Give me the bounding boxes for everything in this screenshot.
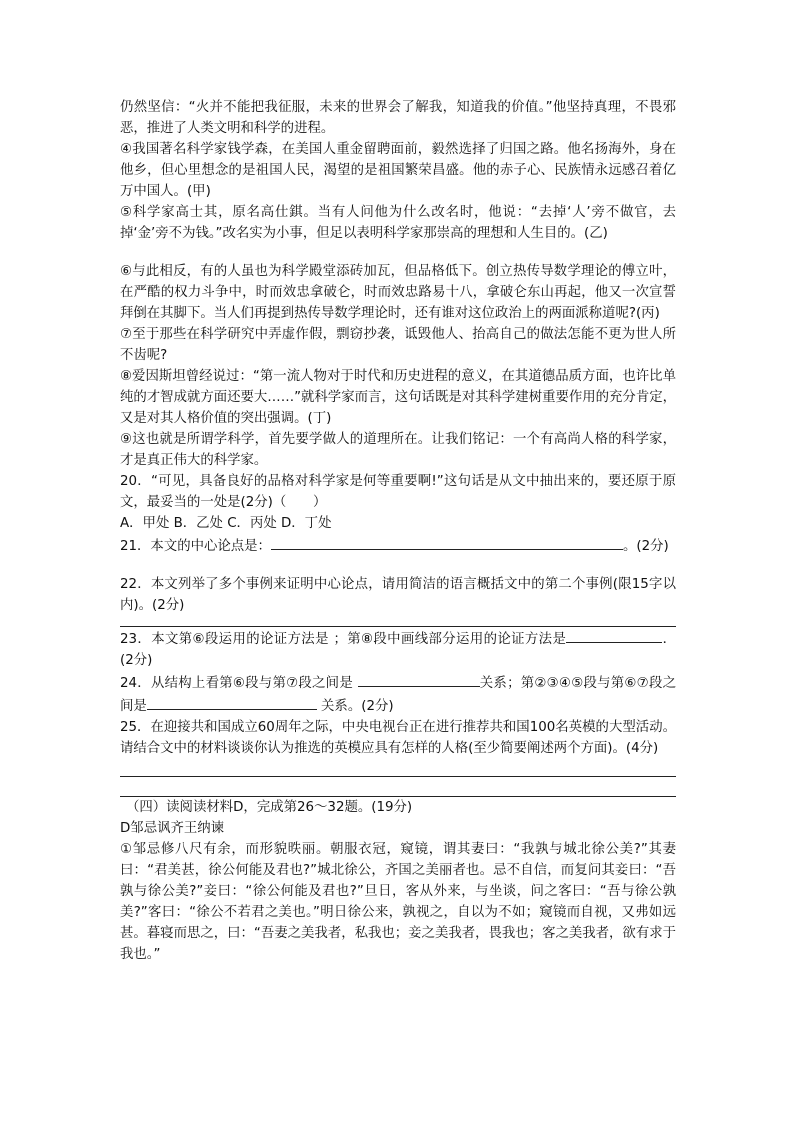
question-24-score: 关系。(2分)	[321, 699, 394, 714]
spacer	[120, 244, 676, 261]
paragraph-6: ⑥与此相反，有的人虽也为科学殿堂添砖加瓦，但品格低下。创立热传导数学理论的傅立叶，在严酷的权力斗争中，时而效忠拿破仑，时而效忠路易十八，拿破仑东山再起，他又一次宣誓拜倒在其脚下。当人们再提到热传导数学理论时，还有谁对这位政治上的两面派称道呢?(丙)	[120, 264, 676, 321]
paragraph-5: ⑤科学家高士其，原名高仕錤。当有人问他为什么改名时，他说：“去掉‘人’旁不做官，去掉‘金’旁不为钱。”改名实为小事，但足以表明科学家那崇高的理想和人生目的。(乙)	[120, 205, 676, 241]
question-25: 25．在迎接共和国成立60周年之际，中央电视台正在进行推荐共和国100名英模的大型活动。请结合文中的材料谈谈你认为推选的英模应具有怎样的人格(至少简要阐述两个方面)。(4分)	[120, 720, 676, 756]
question-23-prompt: 23．本文第⑥段运用的论证方法是 ；第⑧段中画线部分运用的论证方法是	[120, 632, 567, 647]
section-4-title: D邹忌讽齐王纳谏	[120, 821, 225, 836]
section-4-heading: （四）读阅读材料D，完成第26～32题。(19分)	[126, 800, 413, 815]
paragraph-8: ⑧爱因斯坦曾经说过：“第一流人物对于时代和历史进程的意义，在其道德品质方面，也许比单纯的才智成就方面还要大……”就科学家而言，这句话既是对其科学建树重要作用的充分肯定，又是对其人格价值的突出强调。(丁)	[120, 369, 676, 426]
spacer	[120, 759, 676, 776]
question-21	[120, 534, 676, 557]
spacer	[120, 557, 676, 574]
question-22: 22．本文列举了多个事例来证明中心论点，请用简洁的语言概括文中的第二个事例(限15字以内)。(2分)	[120, 577, 676, 613]
question-24-mid: 关系；第②③④⑤段与第⑥⑦段之间是	[120, 676, 676, 714]
answer-blank-21[interactable]	[271, 534, 623, 550]
paragraph-3-continued: 仍然坚信：“火并不能把我征服，未来的世界会了解我，知道我的价值。”他坚持真理，不畏邪恶，推进了人类文明和科学的进程。	[120, 100, 676, 136]
paragraph-4: ④我国著名科学家钱学森，在美国人重金留聘面前，毅然选择了归国之路。他名扬海外，身在他乡，但心里想念的是祖国人民，渴望的是祖国繁荣昌盛。他的赤子心、民族情永远感召着亿万中国人。(甲)	[120, 142, 676, 199]
question-23	[120, 627, 676, 671]
answer-blank-24a[interactable]	[358, 671, 480, 687]
paragraph-9: ⑨这也就是所谓学科学，首先要学做人的道理所在。让我们铭记：一个有高尚人格的科学家，才是真正伟大的科学家。	[120, 432, 676, 468]
question-24-prompt: 24．从结构上看第⑥段与第⑦段之间是	[120, 676, 353, 691]
answer-blank-23[interactable]	[566, 627, 662, 643]
spacer	[120, 616, 676, 626]
paragraph-7: ⑦至于那些在科学研究中弄虚作假，剽窃抄袭，诋毁他人、抬高自己的做法怎能不更为世人所不齿呢?	[120, 327, 676, 363]
answer-blank-24b[interactable]	[147, 694, 317, 710]
document-body	[120, 97, 676, 965]
question-20-options: A．甲处 B．乙处 C．丙处 D．丁处	[120, 516, 332, 531]
spacer	[120, 777, 676, 796]
question-24	[120, 671, 676, 717]
section-4-paragraph-1: ①邹忌修八尺有余，而形貌昳丽。朝服衣冠，窥镜，谓其妻曰：“我孰与城北徐公美?”其妻曰：“君美甚，徐公何能及君也?”城北徐公，齐国之美丽者也。忌不自信，而复问其妾曰：“吾孰与徐公美?”妾曰：“徐公何能及君也?”旦日，客从外来，与坐谈，问之客曰：“吾与徐公孰美?”客曰：“徐公不若君之美也。”明日徐公来，孰视之，自以为不如；窥镜而自视，又弗如远甚。暮寝而思之，曰：“吾妻之美我者，私我也；妾之美我者，畏我也；客之美我者，欲有求于我也。”	[120, 842, 676, 962]
question-21-prompt: 21．本文的中心论点是：	[120, 539, 271, 554]
question-21-score: 。(2分)	[622, 539, 669, 554]
question-20: 20．“可见，具备良好的品格对科学家是何等重要啊!”这句话是从文中抽出来的，要还原于原文，最妥当的一处是(2分)（ ）	[120, 474, 676, 510]
question-23-score: ．(2分)	[120, 632, 676, 668]
